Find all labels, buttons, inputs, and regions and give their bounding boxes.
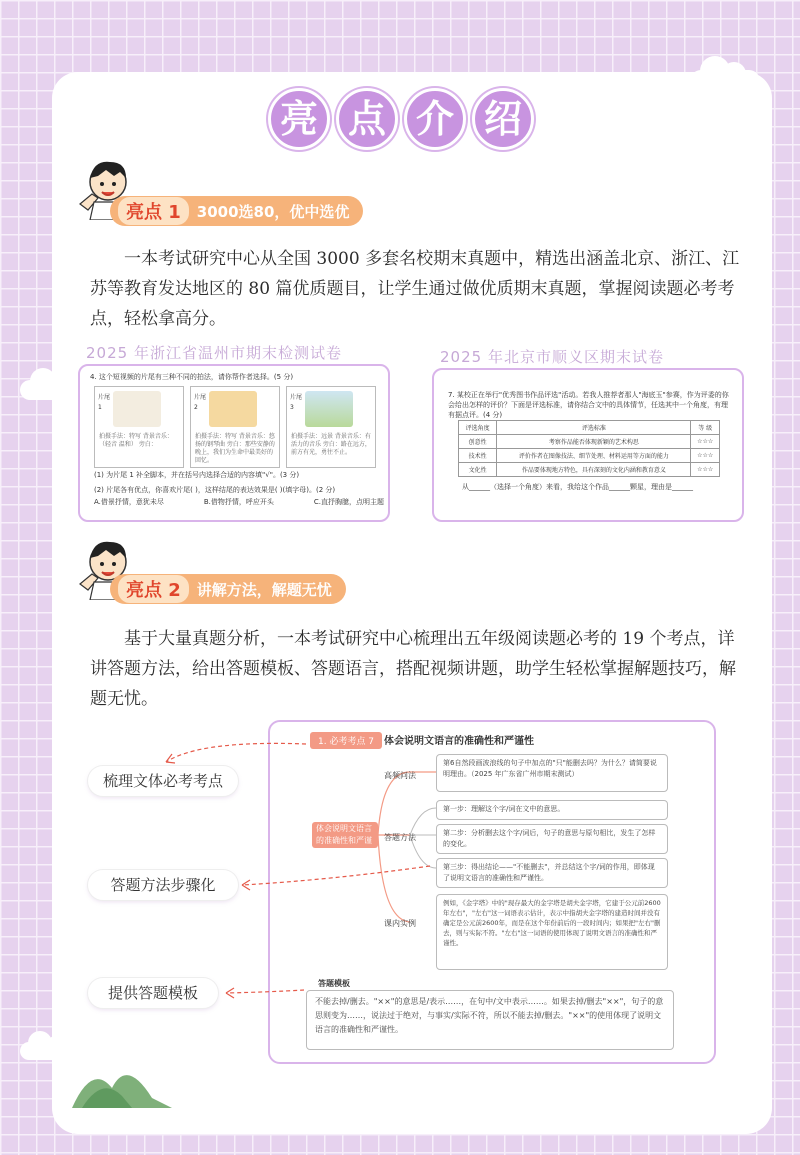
table-cell: 文化性 bbox=[459, 463, 497, 477]
table-cell: 创意性 bbox=[459, 435, 497, 449]
cloud-decoration bbox=[20, 380, 80, 400]
branch-content: 第6自然段画波浪线的句子中加点的"只"能删去吗？为什么？请简要说明理由。（2025 年广东省广州市期末测试） bbox=[436, 754, 668, 792]
table-header: 评选标准 bbox=[497, 421, 691, 435]
key-point-title: 体会说明文语言的准确性和严谨性 bbox=[384, 736, 534, 747]
exam-sample-1 bbox=[78, 364, 390, 522]
cell-name: 片尾 1 bbox=[98, 394, 111, 411]
exam-question: 4. 这个短视频的片尾有三种不同的拍法，请你帮作者选择。(5 分) bbox=[90, 373, 294, 381]
table-cell: ☆☆☆ bbox=[691, 449, 720, 463]
branch-label: 课内实例 bbox=[384, 919, 416, 928]
table-cell: 考察作品能否体现新颖的艺术构思 bbox=[497, 435, 691, 449]
highlight-label: 亮点 2 bbox=[118, 575, 189, 603]
title-char: 亮 bbox=[268, 88, 330, 150]
cloud-decoration bbox=[712, 570, 772, 590]
mindmap-root: 体会说明文语言的准确性和严谨性 bbox=[312, 822, 378, 848]
exam-question: 7. 某校正在举行"优秀图书作品评选"活动。若我人推荐者那人"海底玉"参赛，作为评委的你会给出怎样的评价？下面是评选标准，请你结合文中的具体情节，任选其中一个角度，有理有据点评。(4 分) bbox=[448, 391, 729, 419]
method-step: 第一步：理解这个字/词在文中的意思。 bbox=[436, 800, 668, 820]
highlight-1-tag bbox=[110, 196, 363, 226]
highlight-1-paragraph: 一本考试研究中心从全国 3000 多套名校期末真题中，精选出涵盖北京、浙江、江苏等教育发达地区的 80 篇优质题目，让学生通过做优质期末真题，掌握阅读题必考考点，轻松拿高分。 bbox=[90, 249, 740, 329]
method-step: 第二步：分析删去这个字/词后，句子的意思与原句相比，发生了怎样的变化。 bbox=[436, 824, 668, 854]
table-cell: ☆☆☆ bbox=[691, 435, 720, 449]
table-row bbox=[459, 449, 720, 463]
cloud-decoration bbox=[690, 70, 760, 92]
table-row bbox=[459, 463, 720, 477]
method-step: 第三步：得出结论——"不能删去"，并总结这个字/词的作用，即体现了说明文语言的准确性和严谨性。 bbox=[436, 858, 668, 888]
exam-option: C.直抒胸臆，点明主题 bbox=[313, 498, 384, 506]
template-title: 答题模板 bbox=[318, 979, 350, 988]
template-box: 不能去掉/删去。"××"的意思是/表示……，在句中/文中表示……。如果去掉/删去"××"，句子的意思则变为……，说法过于绝对，与事实/实际不符，所以不能去掉/删去。"××"的使用体现了说明文语言的准确性和严谨性。 bbox=[306, 990, 674, 1050]
branch-content: 例如，《金字塔》中的"现存最大的金字塔是胡夫金字塔，它建于公元前2600年左右"，"左右"这一词语表示估计，表示中指胡夫金字塔的建造时间并没有确定是公元前2600年，而是在这个年份前后的一段时间内；如果把"左右"删去，则与实际不符。"左右"这一词语的使用体现了说明文语言的准确性和严谨性。 bbox=[436, 894, 668, 970]
illustration-icon bbox=[113, 391, 161, 427]
table-cell: 技术性 bbox=[459, 449, 497, 463]
highlight-tagline: 讲解方法，解题无忧 bbox=[196, 580, 332, 599]
answer-line: 从______（选择一个角度）来看，我给这个作品______颗星，理由是______ bbox=[462, 483, 693, 491]
key-point-tag: 1. 必考考点 7 bbox=[310, 732, 382, 749]
highlight-2-tag bbox=[110, 574, 346, 604]
storyboard-cell bbox=[286, 386, 376, 468]
title-char: 绍 bbox=[472, 88, 534, 150]
feature-label-method: 答题方法步骤化 bbox=[88, 870, 238, 900]
table-cell: 作品要体现地方特色，具有深刻的文化内涵和教育意义 bbox=[497, 463, 691, 477]
exam-subquestion: (2) 片尾各有优点，你喜欢片尾( )，这样结尾的表达效果是( )(填字母)。(2 分) bbox=[94, 486, 336, 494]
cell-name: 片尾 2 bbox=[194, 394, 207, 411]
branch-label: 高频问法 bbox=[384, 771, 416, 780]
highlight-tagline: 3000选80，优中选优 bbox=[196, 202, 350, 221]
highlight-label: 亮点 1 bbox=[118, 197, 189, 225]
illustration-icon bbox=[209, 391, 257, 427]
exam-sample-2 bbox=[432, 368, 744, 522]
cell-text: 拍摄手法：远景 背景音乐：有活力的音乐 旁白：路在远方，前方有光，勇往不止。 bbox=[291, 433, 371, 456]
branch-label: 答题方法 bbox=[384, 833, 416, 842]
table-cell: 评价作者在图像技法、细节处理、材料运用等方面的能力 bbox=[497, 449, 691, 463]
exam-subquestion: (1) 为片尾 1 补全脚本，并在括号内选择合适的内容填"√"。(3 分) bbox=[94, 471, 300, 479]
highlight-2-paragraph: 基于大量真题分析，一本考试研究中心梳理出五年级阅读题必考的 19 个考点，详讲答题方法，给出答题模板、答题语言，搭配视频讲题，助学生轻松掌握解题技巧，解题无忧。 bbox=[90, 629, 736, 709]
storyboard-cell bbox=[94, 386, 184, 468]
cell-text: 拍摄手法：特写 背景音乐：（轻音 温和） 旁白： bbox=[99, 433, 173, 448]
rubric-table bbox=[458, 420, 720, 477]
feature-label-knowledge: 梳理文体必考考点 bbox=[88, 766, 238, 796]
storyboard-cell bbox=[190, 386, 280, 468]
cell-text: 拍摄手法：特写 背景音乐：悠扬的钢琴曲 旁白：那些安静的晚上，我们为生命中最美好的回忆。 bbox=[195, 433, 275, 464]
method-diagram bbox=[268, 720, 716, 1064]
storyboard bbox=[94, 386, 376, 468]
feature-label-template: 提供答题模板 bbox=[88, 978, 218, 1008]
exam-source-label: 2025 年浙江省温州市期末检测试卷 bbox=[86, 344, 342, 362]
exam-source-label: 2025 年北京市顺义区期末试卷 bbox=[440, 348, 664, 366]
title-char: 点 bbox=[336, 88, 398, 150]
table-header: 等 级 bbox=[691, 421, 720, 435]
cloud-decoration bbox=[20, 1042, 76, 1060]
exam-options bbox=[94, 484, 384, 508]
exam-option: A.借景抒情，意犹未尽 bbox=[94, 498, 164, 506]
title-char: 介 bbox=[404, 88, 466, 150]
illustration-icon bbox=[305, 391, 353, 427]
cell-name: 片尾 3 bbox=[290, 394, 303, 411]
page-title bbox=[268, 88, 534, 150]
table-header: 评选角度 bbox=[459, 421, 497, 435]
exam-option: B.借物抒情，呼应开头 bbox=[203, 498, 274, 506]
hills-decoration bbox=[72, 1058, 172, 1108]
table-cell: ☆☆☆ bbox=[691, 463, 720, 477]
table-row bbox=[459, 435, 720, 449]
